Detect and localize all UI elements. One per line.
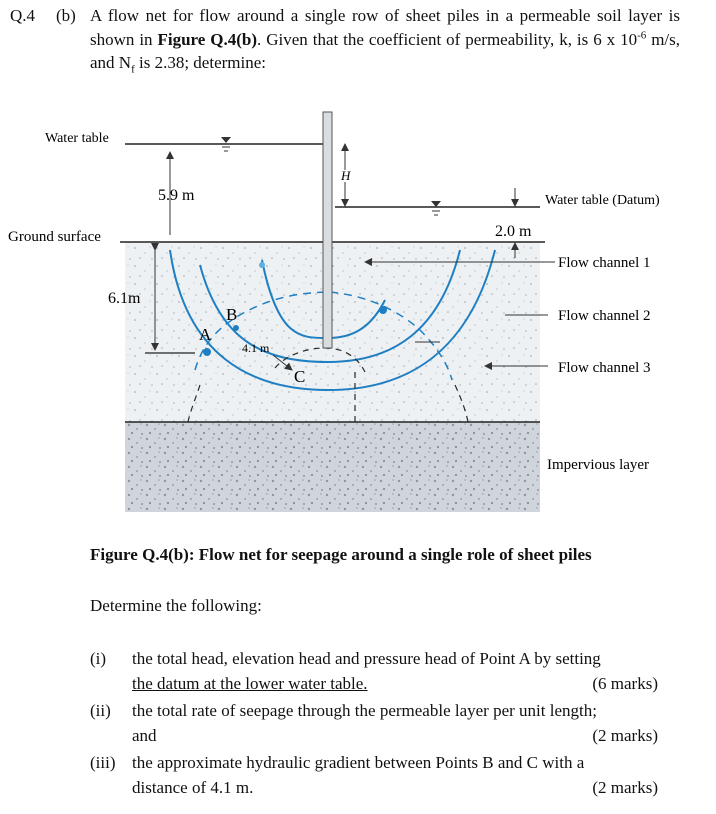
intro-text-4: is 2.38; determine:: [134, 53, 267, 72]
item-text: the total head, elevation head and pressure head of Point A by setting: [132, 649, 601, 668]
item-marks: (2 marks): [592, 726, 658, 745]
point-marker-top: [259, 262, 265, 268]
question-number: Q.4: [10, 6, 36, 25]
question-intro: [90, 4, 680, 75]
water-table-symbol-downstream: [431, 201, 441, 215]
item-text-underlined: the datum at the lower water table.: [132, 674, 368, 693]
label-point-b: B: [226, 305, 238, 324]
item-text-2: distance of 4.1 m.: [132, 778, 254, 797]
sub-question-ii: [90, 698, 658, 750]
label-water-table-datum: Water table (Datum): [545, 193, 660, 208]
label-flow-channel-1: Flow channel 1: [558, 255, 651, 271]
item-text-2: and: [132, 726, 157, 745]
label-height-downstream: 2.0 m: [495, 223, 532, 240]
sheet-pile: [323, 112, 332, 348]
point-a-marker: [203, 348, 211, 356]
label-flow-channel-3: Flow channel 3: [558, 360, 651, 376]
figure-reference: Figure Q.4(b): [157, 29, 258, 49]
sub-question-iii: [90, 750, 658, 802]
determine-heading: Determine the following:: [90, 596, 262, 615]
item-text: the total rate of seepage through the permeable layer per unit length;: [132, 701, 597, 720]
label-depth: 6.1m: [108, 290, 141, 307]
impervious-layer: [125, 422, 540, 512]
intro-text-3: m/s, and N: [90, 29, 681, 72]
nf-subscript: f: [131, 63, 135, 76]
label-flow-channel-2: Flow channel 2: [558, 308, 651, 324]
intro-text-2: . Given that the coefficient of permeability, k, is 6 x 10: [257, 29, 638, 49]
label-ground-surface: Ground surface: [8, 229, 101, 245]
k-exponent: -6: [637, 28, 647, 41]
label-head: H: [341, 168, 351, 183]
item-marks: (6 marks): [592, 674, 658, 693]
label-distance-bc: 4.1 m: [242, 341, 270, 355]
label-water-table: Water table: [45, 131, 109, 146]
point-marker-right: [379, 306, 387, 314]
sub-question-i: [90, 646, 658, 698]
point-b-marker: [233, 325, 239, 331]
item-marks: (2 marks): [592, 778, 658, 797]
figure-caption: Figure Q.4(b): Flow net for seepage around a single role of sheet piles: [90, 545, 592, 564]
item-number: (iii): [90, 753, 116, 772]
label-impervious-layer: Impervious layer: [547, 457, 650, 473]
label-height-upstream: 5.9 m: [158, 187, 195, 204]
item-number: (i): [90, 649, 107, 668]
item-number: (ii): [90, 701, 111, 720]
item-text: the approximate hydraulic gradient between Points B and C with a: [132, 753, 585, 772]
intro-text-1: A flow net for flow around a single row of sheet piles in a permeable soil layer is shown in: [90, 6, 680, 49]
label-point-c: C: [294, 367, 306, 386]
label-point-a: A: [199, 325, 212, 344]
flow-net-figure: [0, 100, 716, 520]
question-part: (b): [56, 6, 76, 25]
